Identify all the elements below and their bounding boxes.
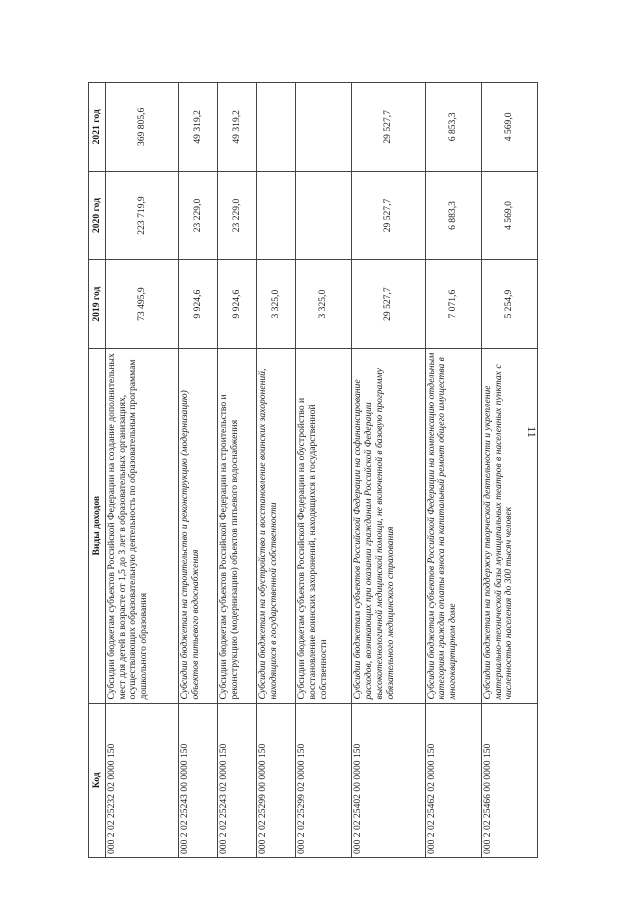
header-2020: 2020 год: [89, 171, 106, 260]
value-2019-cell: 9 924,6: [179, 260, 218, 349]
value-2020-cell: [296, 171, 352, 260]
value-2020-cell: 223 719,9: [106, 171, 179, 260]
code-cell: 000 2 02 25243 00 0000 150: [179, 703, 218, 857]
table-row: [106, 83, 179, 858]
value-2020-cell: [257, 171, 296, 260]
code-cell: 000 2 02 25402 00 0000 150: [352, 703, 425, 857]
description-cell: Субсидии бюджетам на поддержку творческой деятельности и укрепление материально-технической базы муниципальных театров в населенных пунктах с численностью населения до 300 тысяч человек: [481, 348, 537, 703]
header-income-type: Виды доходов: [89, 348, 106, 703]
description-cell: Субсидии бюджетам на строительство и реконструкцию (модернизацию) объектов питьевого водоснабжения: [179, 348, 218, 703]
header-2019: 2019 год: [89, 260, 106, 349]
value-2020-cell: 29 527,7: [352, 171, 425, 260]
value-2021-cell: 6 853,3: [425, 83, 481, 172]
table-row: [296, 83, 352, 858]
code-cell: 000 2 02 25299 02 0000 150: [296, 703, 352, 857]
description-cell: Субсидии бюджетам субъектов Российской Федерации на строительство и реконструкцию (модернизацию) объектов питьевого водоснабжения: [218, 348, 257, 703]
value-2020-cell: 23 229,0: [218, 171, 257, 260]
description-cell: Субсидии бюджетам субъектов Российской Федерации на софинансирование расходов, возникающих при оказании гражданам Российской Федерации высокотехнологичной медицинской помощи, не включенной в базовую программу обязательного медицинского страхования: [352, 348, 425, 703]
table-row: [425, 83, 481, 858]
table-row: [257, 83, 296, 858]
header-code: Код: [89, 703, 106, 857]
code-cell: 000 2 02 25299 00 0000 150: [257, 703, 296, 857]
table-header-row: [89, 83, 106, 858]
code-cell: 000 2 02 25232 02 0000 150: [106, 703, 179, 857]
table-row: [179, 83, 218, 858]
code-cell: 000 2 02 25466 00 0000 150: [481, 703, 537, 857]
value-2020-cell: 4 569,0: [481, 171, 537, 260]
income-table: [88, 82, 538, 858]
value-2019-cell: 3 325,0: [257, 260, 296, 349]
value-2021-cell: 49 319,2: [179, 83, 218, 172]
table-row: [481, 83, 537, 858]
header-2021: 2021 год: [89, 83, 106, 172]
code-cell: 000 2 02 25243 02 0000 150: [218, 703, 257, 857]
description-cell: Субсидии бюджетам субъектов Российской Федерации на обустройство и восстановление воинских захоронений, находящихся в государственной собственности: [296, 348, 352, 703]
value-2019-cell: 5 254,9: [481, 260, 537, 349]
description-cell: Субсидии бюджетам на обустройство и восстановление воинских захоронений, находящихся в государственной собственности: [257, 348, 296, 703]
code-cell: 000 2 02 25462 02 0000 150: [425, 703, 481, 857]
value-2021-cell: 369 805,6: [106, 83, 179, 172]
value-2020-cell: 6 883,3: [425, 171, 481, 260]
description-cell: Субсидии бюджетам субъектов Российской Федерации на компенсацию отдельным категориям граждан оплаты взноса на капитальный ремонт общего имущества в многоквартирном доме: [425, 348, 481, 703]
table-row: [218, 83, 257, 858]
page-number: 11: [525, 426, 539, 438]
value-2019-cell: 9 924,6: [218, 260, 257, 349]
value-2021-cell: [257, 83, 296, 172]
value-2021-cell: 29 527,7: [352, 83, 425, 172]
table-row: [352, 83, 425, 858]
value-2019-cell: 29 527,7: [352, 260, 425, 349]
value-2020-cell: 23 229,0: [179, 171, 218, 260]
value-2021-cell: [296, 83, 352, 172]
rotated-page: [88, 82, 538, 858]
value-2021-cell: 4 569,0: [481, 83, 537, 172]
value-2019-cell: 7 071,6: [425, 260, 481, 349]
description-cell: Субсидии бюджетам субъектов Российской Федерации на создание дополнительных мест для детей в возрасте от 1,5 до 3 лет в образовательных организациях, осуществляющих образовательную деятельность по образовательным программам дошкольного образования: [106, 348, 179, 703]
value-2021-cell: 49 319,2: [218, 83, 257, 172]
value-2019-cell: 3 325,0: [296, 260, 352, 349]
value-2019-cell: 73 495,9: [106, 260, 179, 349]
